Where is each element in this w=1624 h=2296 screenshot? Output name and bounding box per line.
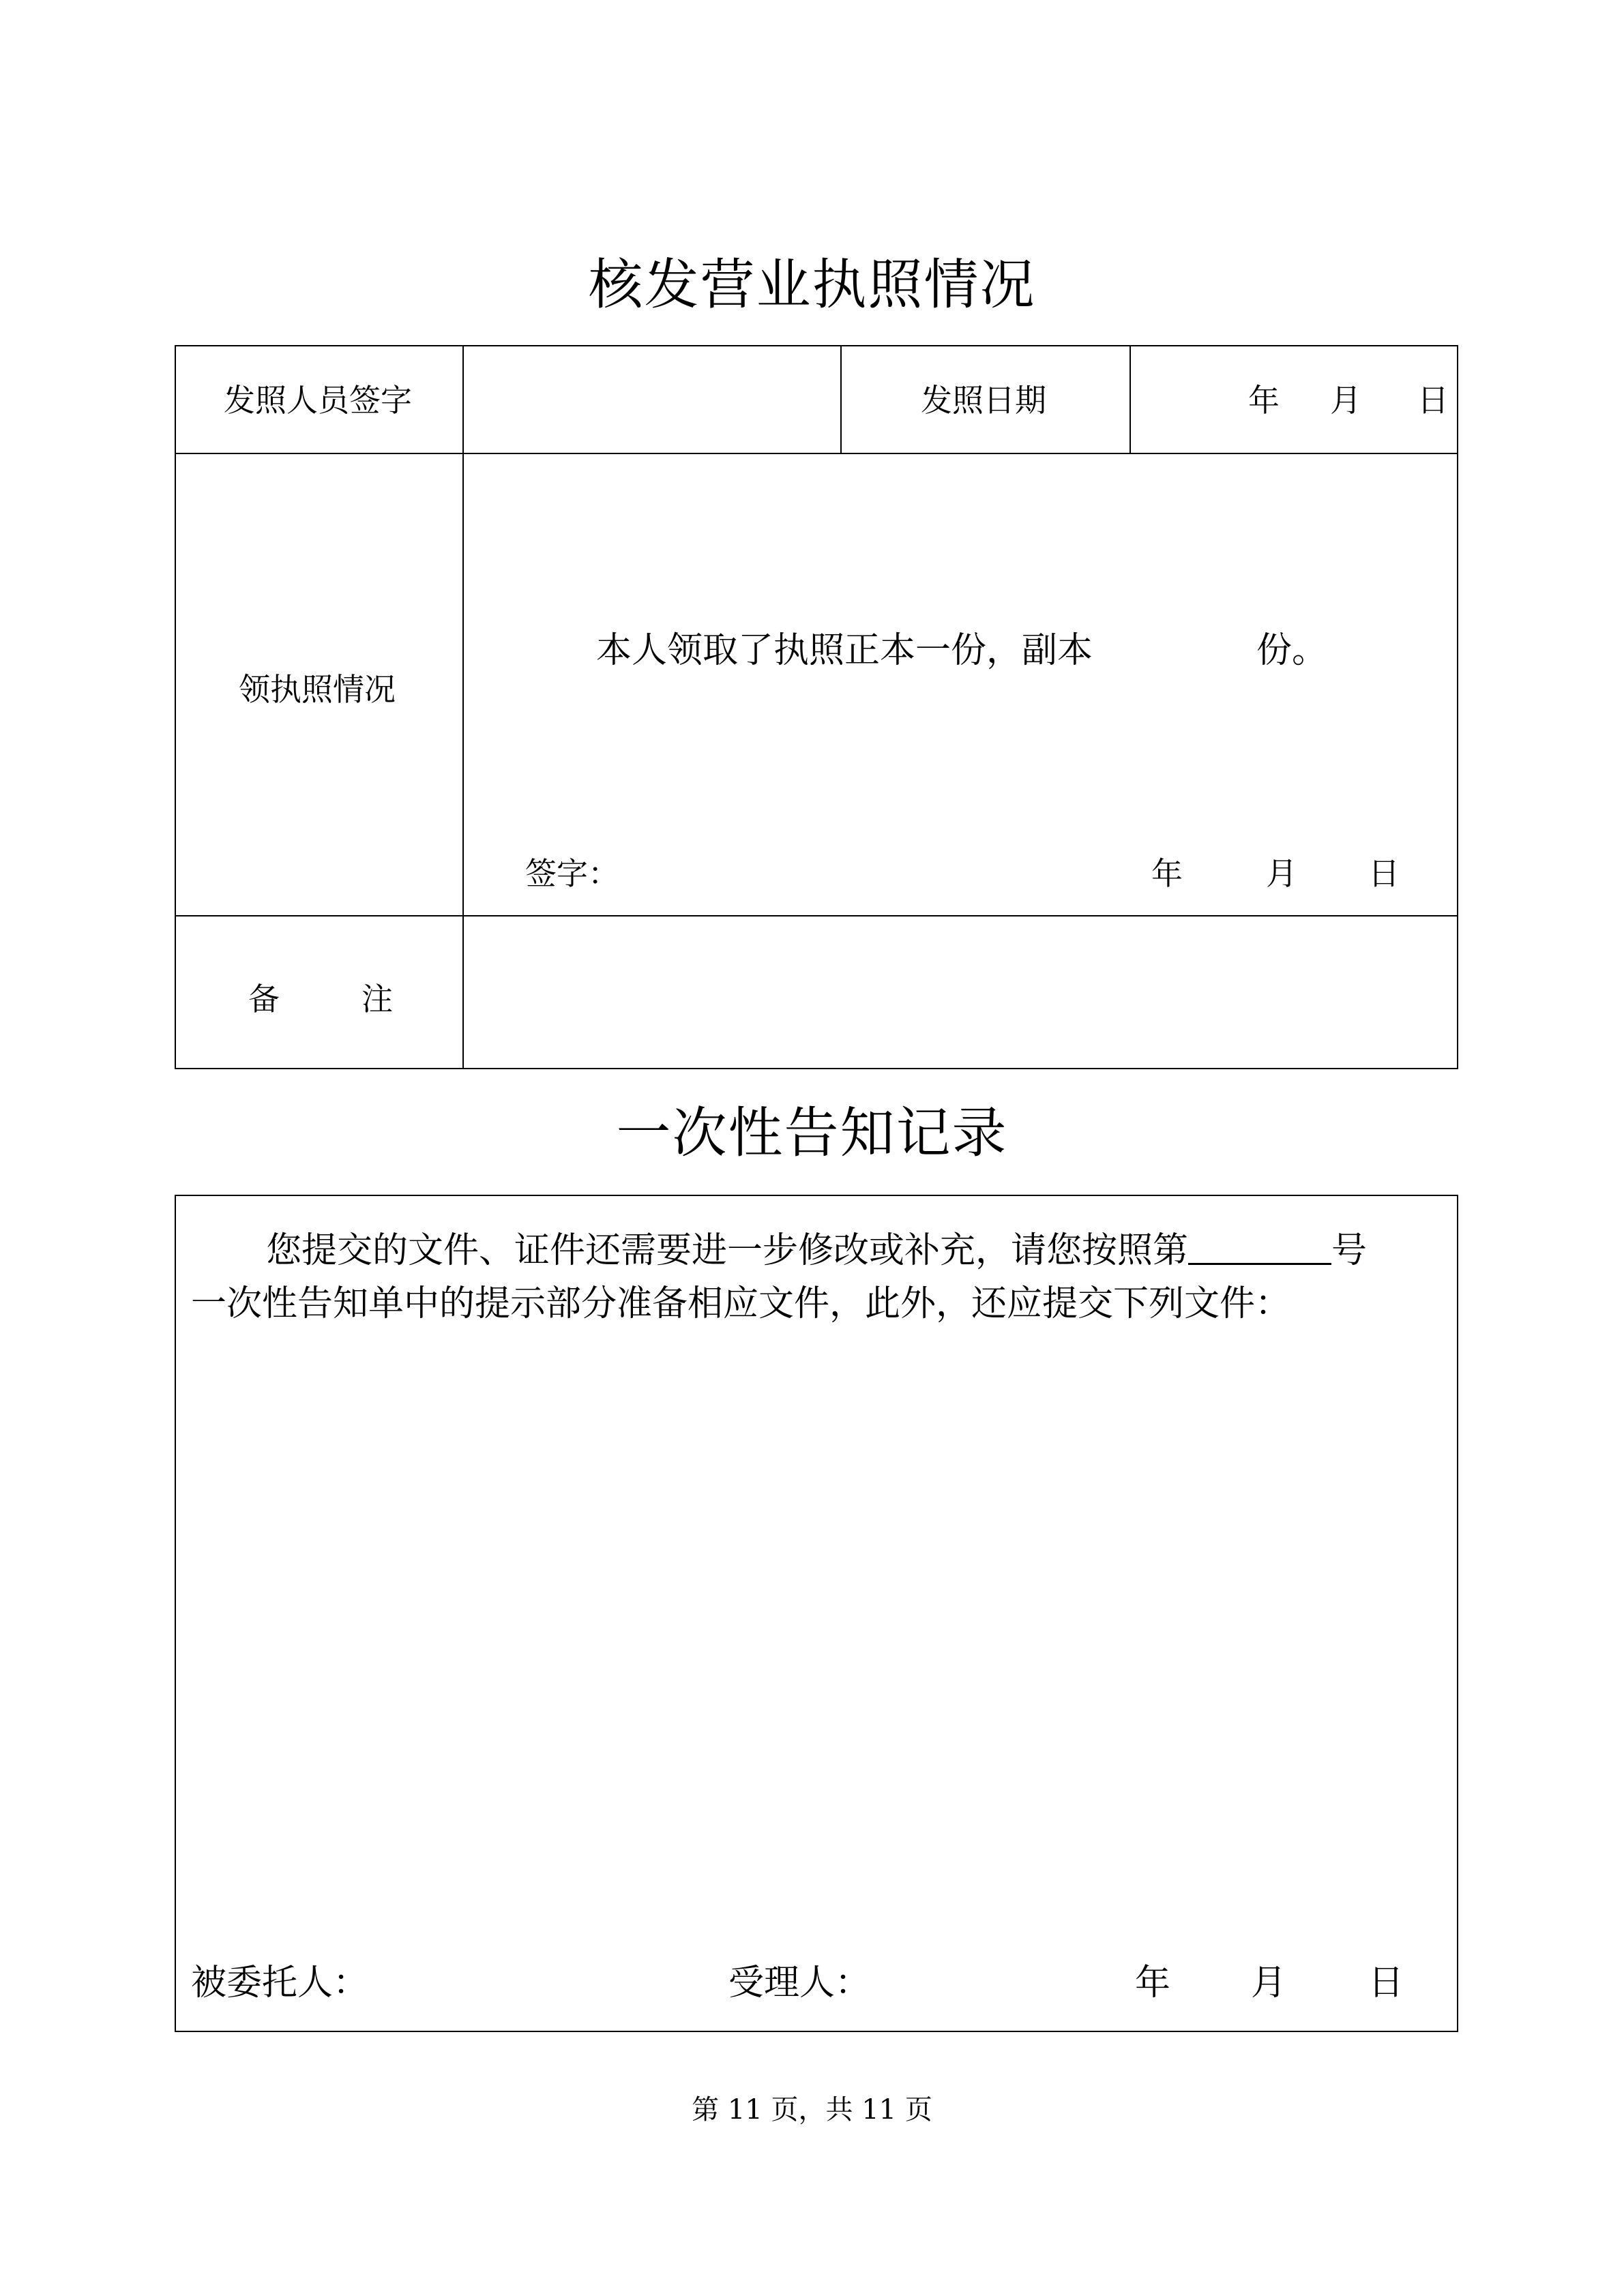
entrusted-person-label: 被委托人：	[191, 1963, 369, 2003]
receipt-year: 年	[1151, 855, 1183, 892]
notice-day: 日	[1368, 1963, 1404, 2003]
issue-day: 日	[1417, 382, 1449, 419]
receipt-statement-end: 份。	[1256, 630, 1328, 671]
issuer-sign-label: 发照人员签字	[224, 382, 412, 419]
notice-year: 年	[1135, 1963, 1171, 2003]
section-title-notice: 一次性告知记录	[616, 1101, 1008, 1165]
notice-line1-end: 号	[1331, 1230, 1368, 1271]
remarks-label-b: 注	[361, 981, 393, 1017]
receipt-month: 月	[1266, 855, 1297, 892]
license-receipt-label: 领执照情况	[239, 671, 396, 708]
notice-month: 月	[1251, 1963, 1287, 2003]
handler-label: 受理人：	[728, 1963, 871, 2003]
issue-month: 月	[1330, 382, 1361, 419]
notice-paragraph-line2: 一次性告知单中的提示部分准备相应文件，此外，还应提交下列文件：	[191, 1283, 1291, 1324]
notice-line1-start: 您提交的文件、证件还需要进一步修改或补充，请您按照第	[266, 1230, 1189, 1271]
notice-number-blank[interactable]	[1188, 1232, 1331, 1265]
receipt-sign-label: 签字：	[525, 855, 619, 892]
issue-date-label: 发照日期	[921, 382, 1046, 419]
page-footer: 第 11 页，共 11 页	[692, 2094, 932, 2126]
issue-year: 年	[1248, 382, 1280, 419]
receipt-statement: 本人领取了执照正本一份，副本	[596, 630, 1093, 671]
notice-record-box	[175, 1195, 1458, 2032]
notice-paragraph-line1	[266, 1230, 1368, 1271]
license-issue-table	[175, 345, 1458, 1069]
remarks-label-a: 备	[248, 981, 280, 1017]
section-title-license: 核发营业执照情况	[588, 253, 1036, 316]
receipt-day: 日	[1368, 855, 1400, 892]
